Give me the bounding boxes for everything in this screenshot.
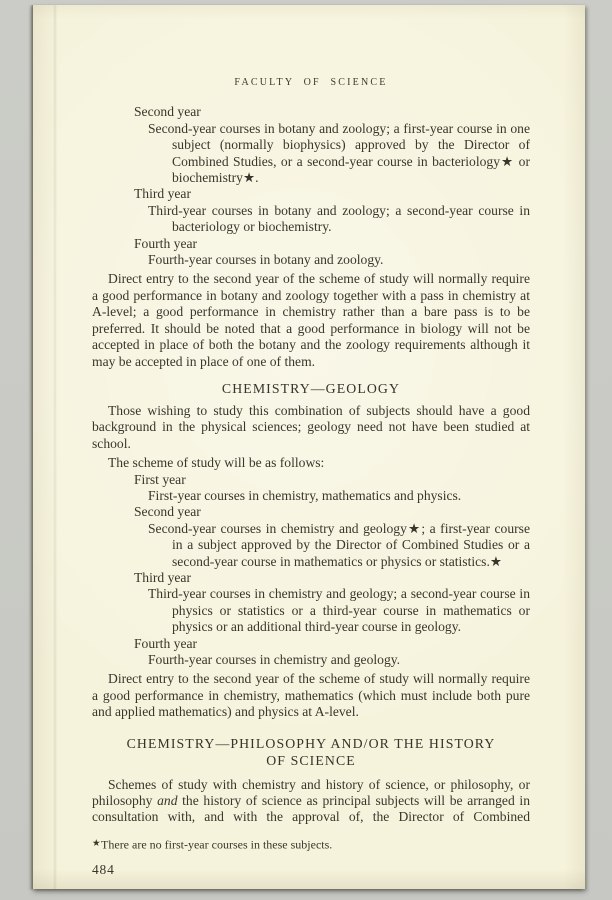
page-number: 484 (92, 861, 115, 877)
page-content (92, 5, 530, 878)
paper-sheet (33, 5, 585, 889)
outline-year-label: First year (134, 471, 186, 487)
outline-year-label: Second year (134, 504, 201, 520)
paragraph-text: Schemes of study with chemistry and history of science, or philosophy, or philosophy (92, 776, 530, 809)
direct-entry-paragraph: Direct entry to the second year of the scheme of study will normally require a good performance in chemistry, mathematics (which must include both pure and applied mathematics) and physics at A-level. (92, 671, 530, 720)
section-heading-chemistry-philosophy (92, 735, 530, 769)
section-chemistry-philosophy (92, 735, 530, 826)
section-heading-chemistry-geology: CHEMISTRY—GEOLOGY (221, 380, 401, 396)
outline-course-item: Fourth-year courses in chemistry and geology. (148, 652, 401, 667)
outline-year-label: Second year (134, 104, 201, 120)
outline-course-item: Second-year courses in chemistry and geology★; a first-year course in a subject approved by the Director of Combined Studies or a second-year course in mathematics or physics or statistics.★ (148, 520, 530, 569)
outline-course-item: Third-year courses in chemistry and geology; a second-year course in physics or statistics or a third-year course in mathematics or physics or an additional third-year course in geology. (148, 586, 530, 635)
heading-line-1: CHEMISTRY—PHILOSOPHY AND/OR THE HISTORY (126, 735, 496, 751)
section-botany-zoology-continued (92, 104, 530, 370)
direct-entry-paragraph: Direct entry to the second year of the scheme of study will normally require a good performance in botany and zoology together with a pass in chemistry at A-level; a good performance in chemistry rather than a bare pass is to be preferred. It should be noted that a good performance in biology will not be accepted in place of both the botany and the zoology requirements although it may be accepted in place of one of them. (92, 271, 530, 369)
footnote-text: There are no first-year courses in these subjects. (101, 837, 333, 852)
outline-course-item: Second-year courses in botany and zoology; a first-year course in one subject (normally biophysics) approved by the Director of Combined Studies, or a second-year course in bacteriology★ or biochemistry★. (148, 120, 530, 186)
outline-year-label: Fourth year (134, 235, 198, 251)
scheme-lead-paragraph: The scheme of study will be as follows: (108, 455, 325, 471)
footnote (92, 836, 530, 853)
intro-paragraph: Those wishing to study this combination of subjects should have a good background in the physical sciences; geology need not have been studied at school. (92, 402, 530, 451)
italic-word: and (157, 793, 178, 809)
outline-course-item: First-year courses in chemistry, mathematics and physics. (148, 487, 462, 503)
outline-year-label: Third year (134, 186, 191, 202)
outline-course-item: Third-year courses in botany and zoology; a second-year course in bacteriology or biochemistry. (148, 202, 530, 235)
asterisk-star-icon: ★ (92, 838, 102, 849)
running-head: FACULTY OF SCIENCE (234, 77, 388, 88)
outline-course-item: Fourth-year courses in botany and zoology. (148, 252, 384, 268)
outline-year-label: Fourth year (134, 635, 198, 651)
schemes-paragraph (92, 777, 530, 826)
paragraph-text: the history of science as principal subjects will be arranged in consultation with, and with the approval of, the Director of Combined (92, 793, 530, 825)
outline-year-label: Third year (134, 569, 191, 585)
section-chemistry-geology (92, 380, 530, 721)
heading-line-2: OF SCIENCE (266, 752, 356, 768)
